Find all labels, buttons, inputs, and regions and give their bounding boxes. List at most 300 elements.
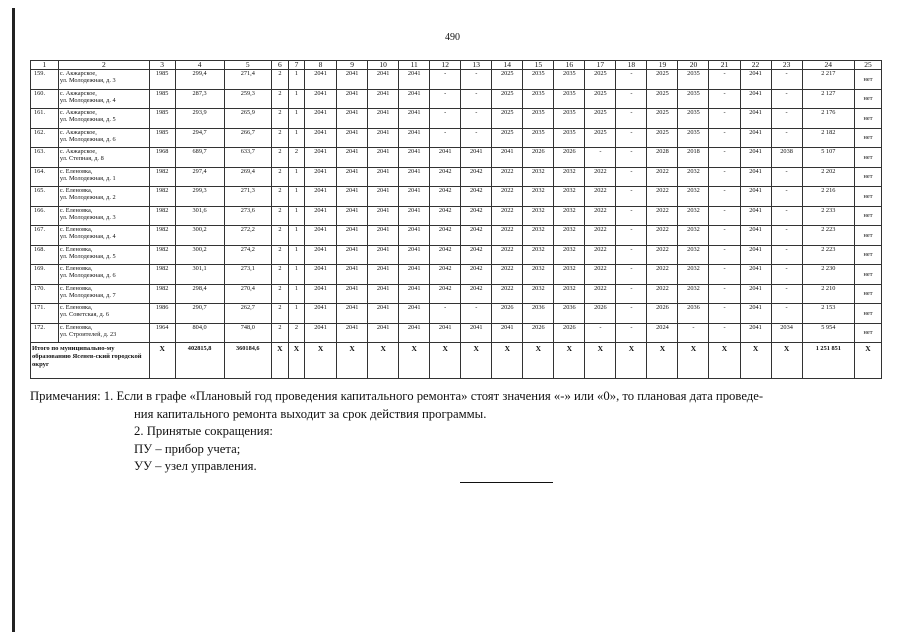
capital-repair-table bbox=[30, 60, 882, 379]
table-cell: 2022 bbox=[647, 284, 678, 304]
table-cell: 2 bbox=[271, 89, 288, 109]
table-cell: 2041 bbox=[740, 167, 771, 187]
table-cell: 2022 bbox=[492, 206, 523, 226]
table-cell: 2041 bbox=[399, 109, 430, 129]
table-cell: - bbox=[430, 304, 461, 324]
table-cell-last: нет bbox=[855, 128, 882, 148]
table-cell-last: нет bbox=[855, 187, 882, 207]
table-cell: 2022 bbox=[492, 265, 523, 285]
table-cell: 2022 bbox=[647, 187, 678, 207]
table-cell: 2034 bbox=[771, 323, 802, 343]
table-cell: 2041 bbox=[740, 70, 771, 90]
table-cell: 2028 bbox=[647, 148, 678, 168]
table-cell-last: нет bbox=[855, 70, 882, 90]
table-cell: 2 230 bbox=[802, 265, 854, 285]
column-number-header: 24 bbox=[802, 61, 854, 70]
total-cell: Х bbox=[492, 343, 523, 379]
table-cell: 1964 bbox=[149, 323, 175, 343]
table-cell-last: нет bbox=[855, 167, 882, 187]
table-cell: 2032 bbox=[523, 245, 554, 265]
table-row bbox=[31, 148, 882, 168]
table-cell: - bbox=[709, 245, 740, 265]
table-cell: 2036 bbox=[554, 304, 585, 324]
row-number: 172. bbox=[31, 323, 59, 343]
table-cell: 2041 bbox=[305, 187, 337, 207]
table-cell: 2042 bbox=[461, 206, 492, 226]
address-cell bbox=[58, 284, 149, 304]
table-cell: 2036 bbox=[678, 304, 709, 324]
table-cell: 5 107 bbox=[802, 148, 854, 168]
address-settlement: с. Еленовка, bbox=[59, 265, 93, 272]
table-cell: 2032 bbox=[678, 245, 709, 265]
table-cell: 1982 bbox=[149, 167, 175, 187]
column-number-header: 17 bbox=[585, 61, 616, 70]
total-cell: Х bbox=[271, 343, 288, 379]
table-cell: 2025 bbox=[492, 89, 523, 109]
notes-section bbox=[30, 388, 890, 476]
table-cell: 2026 bbox=[554, 148, 585, 168]
table-cell: 2041 bbox=[740, 265, 771, 285]
table-cell: 2035 bbox=[523, 89, 554, 109]
table-cell: 2041 bbox=[368, 89, 399, 109]
table-cell: 265,9 bbox=[224, 109, 271, 129]
table-cell: 301,1 bbox=[175, 265, 224, 285]
table-cell: 2035 bbox=[523, 70, 554, 90]
capital-repair-table-wrapper bbox=[30, 60, 882, 379]
total-cell: 360184,6 bbox=[224, 343, 271, 379]
address-settlement: с. Еленовка, bbox=[59, 304, 93, 311]
table-cell: 271,3 bbox=[224, 187, 271, 207]
table-cell: 2041 bbox=[368, 128, 399, 148]
table-cell: 2041 bbox=[368, 187, 399, 207]
table-cell: 2042 bbox=[461, 265, 492, 285]
total-cell: Х bbox=[368, 343, 399, 379]
address-cell bbox=[58, 70, 149, 90]
table-cell: 2041 bbox=[740, 148, 771, 168]
table-cell: 2032 bbox=[523, 226, 554, 246]
table-cell: 2032 bbox=[678, 167, 709, 187]
total-cell: Х bbox=[709, 343, 740, 379]
table-cell: - bbox=[616, 226, 647, 246]
table-cell: 1 bbox=[288, 304, 304, 324]
column-number-header: 15 bbox=[523, 61, 554, 70]
table-cell: 1 bbox=[288, 70, 304, 90]
table-cell: - bbox=[616, 265, 647, 285]
table-cell: 287,3 bbox=[175, 89, 224, 109]
table-cell: 2025 bbox=[647, 70, 678, 90]
table-cell: - bbox=[616, 148, 647, 168]
table-cell: 1 bbox=[288, 187, 304, 207]
table-cell: 2032 bbox=[678, 187, 709, 207]
table-cell: 2041 bbox=[461, 323, 492, 343]
address-cell bbox=[58, 245, 149, 265]
total-label: Итого по муниципально-му образованию Ясенев-ский городской округ bbox=[31, 343, 150, 379]
table-cell: 2 bbox=[271, 148, 288, 168]
table-cell: 2041 bbox=[368, 304, 399, 324]
table-cell: 1 bbox=[288, 128, 304, 148]
table-cell: 2041 bbox=[337, 128, 368, 148]
address-street: ул. Степная, д. 8 bbox=[59, 155, 104, 162]
address-street: ул. Молодежная, д. 4 bbox=[59, 96, 116, 104]
table-cell: 272,2 bbox=[224, 226, 271, 246]
table-cell: - bbox=[709, 323, 740, 343]
table-cell: 2041 bbox=[368, 265, 399, 285]
total-row bbox=[31, 343, 882, 379]
table-cell: - bbox=[616, 304, 647, 324]
table-cell: 2041 bbox=[337, 167, 368, 187]
table-cell: 2041 bbox=[368, 206, 399, 226]
column-number-header: 21 bbox=[709, 61, 740, 70]
table-cell: 2 210 bbox=[802, 284, 854, 304]
column-number-header: 10 bbox=[368, 61, 399, 70]
table-cell: 2035 bbox=[554, 128, 585, 148]
table-cell: 2025 bbox=[492, 109, 523, 129]
table-cell-last: нет bbox=[855, 245, 882, 265]
table-cell: 2041 bbox=[399, 187, 430, 207]
row-number: 165. bbox=[31, 187, 59, 207]
table-cell: 1 bbox=[288, 265, 304, 285]
table-cell: - bbox=[616, 128, 647, 148]
table-cell: 2035 bbox=[678, 109, 709, 129]
address-street: ул. Молодежная, д. 6 bbox=[59, 135, 116, 143]
total-cell: Х bbox=[305, 343, 337, 379]
table-cell: 2038 bbox=[771, 148, 802, 168]
table-cell: 262,7 bbox=[224, 304, 271, 324]
table-cell: 1 bbox=[288, 226, 304, 246]
note-1-line-1: Примечания: 1. Если в графе «Плановый год проведения капитального ремонта» стоят значения «-» или «0», то плановая дата проведе- bbox=[30, 389, 764, 403]
table-cell: 2022 bbox=[647, 167, 678, 187]
table-cell: 2022 bbox=[647, 206, 678, 226]
table-cell: 2032 bbox=[554, 187, 585, 207]
total-cell: 1 251 851 bbox=[802, 343, 854, 379]
total-cell: Х bbox=[461, 343, 492, 379]
address-street: ул. Молодежная, д. 6 bbox=[59, 272, 116, 279]
table-cell: 2042 bbox=[430, 265, 461, 285]
table-cell: 2026 bbox=[554, 323, 585, 343]
address-settlement: с. Еленовка, bbox=[59, 167, 93, 175]
table-cell: - bbox=[616, 245, 647, 265]
table-cell: 297,4 bbox=[175, 167, 224, 187]
row-number: 168. bbox=[31, 245, 59, 265]
table-cell: 2041 bbox=[368, 323, 399, 343]
table-cell: 2041 bbox=[368, 70, 399, 90]
table-cell: 2025 bbox=[585, 89, 616, 109]
address-settlement: с. Акжарское, bbox=[59, 128, 97, 136]
table-cell: 269,4 bbox=[224, 167, 271, 187]
table-cell: 2041 bbox=[337, 284, 368, 304]
table-cell-last: нет bbox=[855, 226, 882, 246]
table-cell: 2 153 bbox=[802, 304, 854, 324]
table-cell: 2041 bbox=[740, 89, 771, 109]
table-cell: 2041 bbox=[399, 206, 430, 226]
table-cell: 1 bbox=[288, 206, 304, 226]
table-cell: 2032 bbox=[554, 206, 585, 226]
table-row bbox=[31, 206, 882, 226]
table-row bbox=[31, 70, 882, 90]
address-cell bbox=[58, 128, 149, 148]
column-number-header: 12 bbox=[430, 61, 461, 70]
table-cell: 2041 bbox=[430, 323, 461, 343]
column-number-header: 8 bbox=[305, 61, 337, 70]
table-cell: - bbox=[461, 304, 492, 324]
table-row bbox=[31, 128, 882, 148]
address-street: ул. Советская, д. 6 bbox=[59, 311, 109, 318]
table-cell: 2025 bbox=[585, 70, 616, 90]
table-cell: 2 bbox=[288, 323, 304, 343]
table-cell: 2041 bbox=[337, 89, 368, 109]
table-cell: - bbox=[461, 89, 492, 109]
table-cell: - bbox=[709, 226, 740, 246]
table-cell: 2041 bbox=[305, 265, 337, 285]
left-margin-rule bbox=[12, 8, 15, 632]
address-street: ул. Молодежная, д. 3 bbox=[59, 213, 116, 221]
table-cell: 2041 bbox=[305, 284, 337, 304]
table-cell: - bbox=[709, 265, 740, 285]
table-cell: 2041 bbox=[337, 245, 368, 265]
table-cell: 2 bbox=[288, 148, 304, 168]
table-cell: 2022 bbox=[585, 284, 616, 304]
table-row bbox=[31, 265, 882, 285]
table-cell: 301,6 bbox=[175, 206, 224, 226]
table-cell: 2041 bbox=[399, 89, 430, 109]
table-cell: 1 bbox=[288, 245, 304, 265]
table-cell: 2 bbox=[271, 265, 288, 285]
address-settlement: с. Акжарское, bbox=[59, 70, 97, 77]
table-row bbox=[31, 187, 882, 207]
table-cell: 1982 bbox=[149, 187, 175, 207]
table-cell: - bbox=[616, 323, 647, 343]
table-cell: 2025 bbox=[492, 70, 523, 90]
table-cell: 1985 bbox=[149, 128, 175, 148]
table-cell: 2041 bbox=[368, 148, 399, 168]
address-street: ул. Молодежная, д. 4 bbox=[59, 233, 116, 240]
table-cell: 2032 bbox=[523, 284, 554, 304]
table-cell: 2042 bbox=[461, 245, 492, 265]
table-cell: 271,4 bbox=[224, 70, 271, 90]
table-cell: - bbox=[616, 109, 647, 129]
address-street: ул. Молодежная, д. 3 bbox=[59, 77, 116, 84]
table-cell: 1982 bbox=[149, 245, 175, 265]
table-cell: 2041 bbox=[461, 148, 492, 168]
address-cell bbox=[58, 265, 149, 285]
table-cell: 2041 bbox=[399, 148, 430, 168]
table-cell: 2041 bbox=[305, 128, 337, 148]
table-cell-last: нет bbox=[855, 284, 882, 304]
table-cell: 2 223 bbox=[802, 245, 854, 265]
table-cell: 1985 bbox=[149, 109, 175, 129]
table-cell-last: нет bbox=[855, 109, 882, 129]
table-cell: - bbox=[771, 89, 802, 109]
row-number: 160. bbox=[31, 89, 59, 109]
column-number-header: 18 bbox=[616, 61, 647, 70]
table-cell: - bbox=[585, 148, 616, 168]
table-cell: 2035 bbox=[554, 109, 585, 129]
table-cell: - bbox=[616, 70, 647, 90]
total-cell: Х bbox=[616, 343, 647, 379]
table-cell: 2032 bbox=[523, 206, 554, 226]
table-cell: 2041 bbox=[399, 226, 430, 246]
total-cell: Х bbox=[678, 343, 709, 379]
table-cell: 2022 bbox=[492, 284, 523, 304]
table-cell: 2041 bbox=[399, 128, 430, 148]
address-settlement: с. Еленовка, bbox=[59, 226, 93, 233]
table-cell: 2041 bbox=[305, 109, 337, 129]
table-cell: 2032 bbox=[554, 167, 585, 187]
table-cell: 290,7 bbox=[175, 304, 224, 324]
row-number: 163. bbox=[31, 148, 59, 168]
table-cell: 633,7 bbox=[224, 148, 271, 168]
table-cell: 2 bbox=[271, 284, 288, 304]
table-cell: 2026 bbox=[492, 304, 523, 324]
total-cell: Х bbox=[554, 343, 585, 379]
table-cell: 2041 bbox=[399, 70, 430, 90]
table-cell: 2 bbox=[271, 109, 288, 129]
table-cell: 274,2 bbox=[224, 245, 271, 265]
table-cell: 2026 bbox=[523, 323, 554, 343]
table-cell: 2041 bbox=[492, 148, 523, 168]
table-cell: 2042 bbox=[430, 167, 461, 187]
table-cell: - bbox=[616, 167, 647, 187]
column-number-header: 11 bbox=[399, 61, 430, 70]
table-cell-last: нет bbox=[855, 89, 882, 109]
table-cell: 299,4 bbox=[175, 70, 224, 90]
table-cell: 2032 bbox=[678, 206, 709, 226]
address-settlement: с. Еленовка, bbox=[59, 187, 93, 194]
table-cell: 2042 bbox=[430, 206, 461, 226]
table-cell: 2041 bbox=[337, 226, 368, 246]
table-cell: 299,3 bbox=[175, 187, 224, 207]
table-cell: 2 127 bbox=[802, 89, 854, 109]
table-cell: 2041 bbox=[305, 226, 337, 246]
table-cell: 2041 bbox=[337, 323, 368, 343]
table-cell: 293,9 bbox=[175, 109, 224, 129]
table-cell: 2041 bbox=[740, 187, 771, 207]
table-cell: 2 216 bbox=[802, 187, 854, 207]
table-cell: 2035 bbox=[554, 70, 585, 90]
table-cell: 2032 bbox=[554, 284, 585, 304]
table-cell: 2041 bbox=[399, 304, 430, 324]
table-cell: 2041 bbox=[399, 167, 430, 187]
row-number: 171. bbox=[31, 304, 59, 324]
table-cell: 2032 bbox=[523, 265, 554, 285]
table-cell: 2042 bbox=[461, 167, 492, 187]
table-cell: 2041 bbox=[399, 284, 430, 304]
table-cell: 2041 bbox=[337, 265, 368, 285]
table-cell: 2041 bbox=[740, 109, 771, 129]
table-cell: - bbox=[709, 304, 740, 324]
table-cell: - bbox=[678, 323, 709, 343]
table-cell: 273,1 bbox=[224, 265, 271, 285]
table-cell: 298,4 bbox=[175, 284, 224, 304]
end-divider-line bbox=[460, 482, 553, 483]
address-cell bbox=[58, 148, 149, 168]
table-cell: 748,0 bbox=[224, 323, 271, 343]
table-cell: 2 bbox=[271, 70, 288, 90]
total-cell: Х bbox=[149, 343, 175, 379]
table-cell: 2022 bbox=[492, 167, 523, 187]
table-cell: 2026 bbox=[647, 304, 678, 324]
table-cell: - bbox=[430, 109, 461, 129]
table-cell: 2041 bbox=[740, 128, 771, 148]
table-cell-last: нет bbox=[855, 304, 882, 324]
table-cell: 2022 bbox=[647, 265, 678, 285]
table-cell: 2 223 bbox=[802, 226, 854, 246]
table-row bbox=[31, 245, 882, 265]
table-cell: - bbox=[430, 89, 461, 109]
table-cell: - bbox=[709, 70, 740, 90]
table-cell: 2032 bbox=[523, 167, 554, 187]
table-cell: 2032 bbox=[678, 284, 709, 304]
table-cell: 2041 bbox=[337, 70, 368, 90]
column-number-header: 7 bbox=[288, 61, 304, 70]
table-cell: 1982 bbox=[149, 206, 175, 226]
address-settlement: с. Акжарское, bbox=[59, 148, 97, 155]
table-cell: - bbox=[709, 128, 740, 148]
table-cell: - bbox=[709, 148, 740, 168]
total-cell: 402815,8 bbox=[175, 343, 224, 379]
table-cell: 2026 bbox=[523, 148, 554, 168]
table-cell: 5 954 bbox=[802, 323, 854, 343]
table-cell: 2032 bbox=[554, 245, 585, 265]
table-cell: 2041 bbox=[305, 89, 337, 109]
table-cell: 2042 bbox=[430, 245, 461, 265]
address-settlement: с. Акжарское, bbox=[59, 89, 97, 97]
row-number: 159. bbox=[31, 70, 59, 90]
table-cell: 2022 bbox=[585, 206, 616, 226]
table-cell: - bbox=[616, 206, 647, 226]
table-row bbox=[31, 167, 882, 187]
table-cell: 2035 bbox=[523, 109, 554, 129]
address-settlement: с. Акжарское, bbox=[59, 109, 97, 116]
table-row bbox=[31, 323, 882, 343]
table-cell: 2 182 bbox=[802, 128, 854, 148]
table-cell: 2041 bbox=[305, 70, 337, 90]
table-cell: 2041 bbox=[305, 245, 337, 265]
table-cell: 2 bbox=[271, 167, 288, 187]
table-cell: 2042 bbox=[461, 187, 492, 207]
table-cell: 1982 bbox=[149, 265, 175, 285]
table-cell: 270,4 bbox=[224, 284, 271, 304]
table-cell: - bbox=[461, 109, 492, 129]
table-cell: 2024 bbox=[647, 323, 678, 343]
table-cell: 2 bbox=[271, 245, 288, 265]
table-cell: - bbox=[461, 128, 492, 148]
address-cell bbox=[58, 167, 149, 187]
table-cell: - bbox=[616, 284, 647, 304]
table-cell: 2022 bbox=[585, 265, 616, 285]
table-cell: - bbox=[771, 265, 802, 285]
table-cell: 2 bbox=[271, 304, 288, 324]
table-cell: 2041 bbox=[740, 284, 771, 304]
column-number-header: 3 bbox=[149, 61, 175, 70]
column-number-header: 20 bbox=[678, 61, 709, 70]
table-cell: - bbox=[771, 245, 802, 265]
table-cell: - bbox=[771, 109, 802, 129]
column-number-header: 16 bbox=[554, 61, 585, 70]
table-cell: - bbox=[771, 187, 802, 207]
table-cell: 2022 bbox=[492, 226, 523, 246]
table-cell: 273,6 bbox=[224, 206, 271, 226]
total-cell: Х bbox=[647, 343, 678, 379]
address-cell bbox=[58, 206, 149, 226]
note-1-line-2: ния капитального ремонта выходит за срок действия программы. bbox=[134, 406, 487, 421]
table-cell: - bbox=[771, 167, 802, 187]
table-cell: - bbox=[771, 304, 802, 324]
column-number-header: 22 bbox=[740, 61, 771, 70]
table-cell: 2022 bbox=[647, 226, 678, 246]
table-cell: 2035 bbox=[523, 128, 554, 148]
table-cell: 2 202 bbox=[802, 167, 854, 187]
